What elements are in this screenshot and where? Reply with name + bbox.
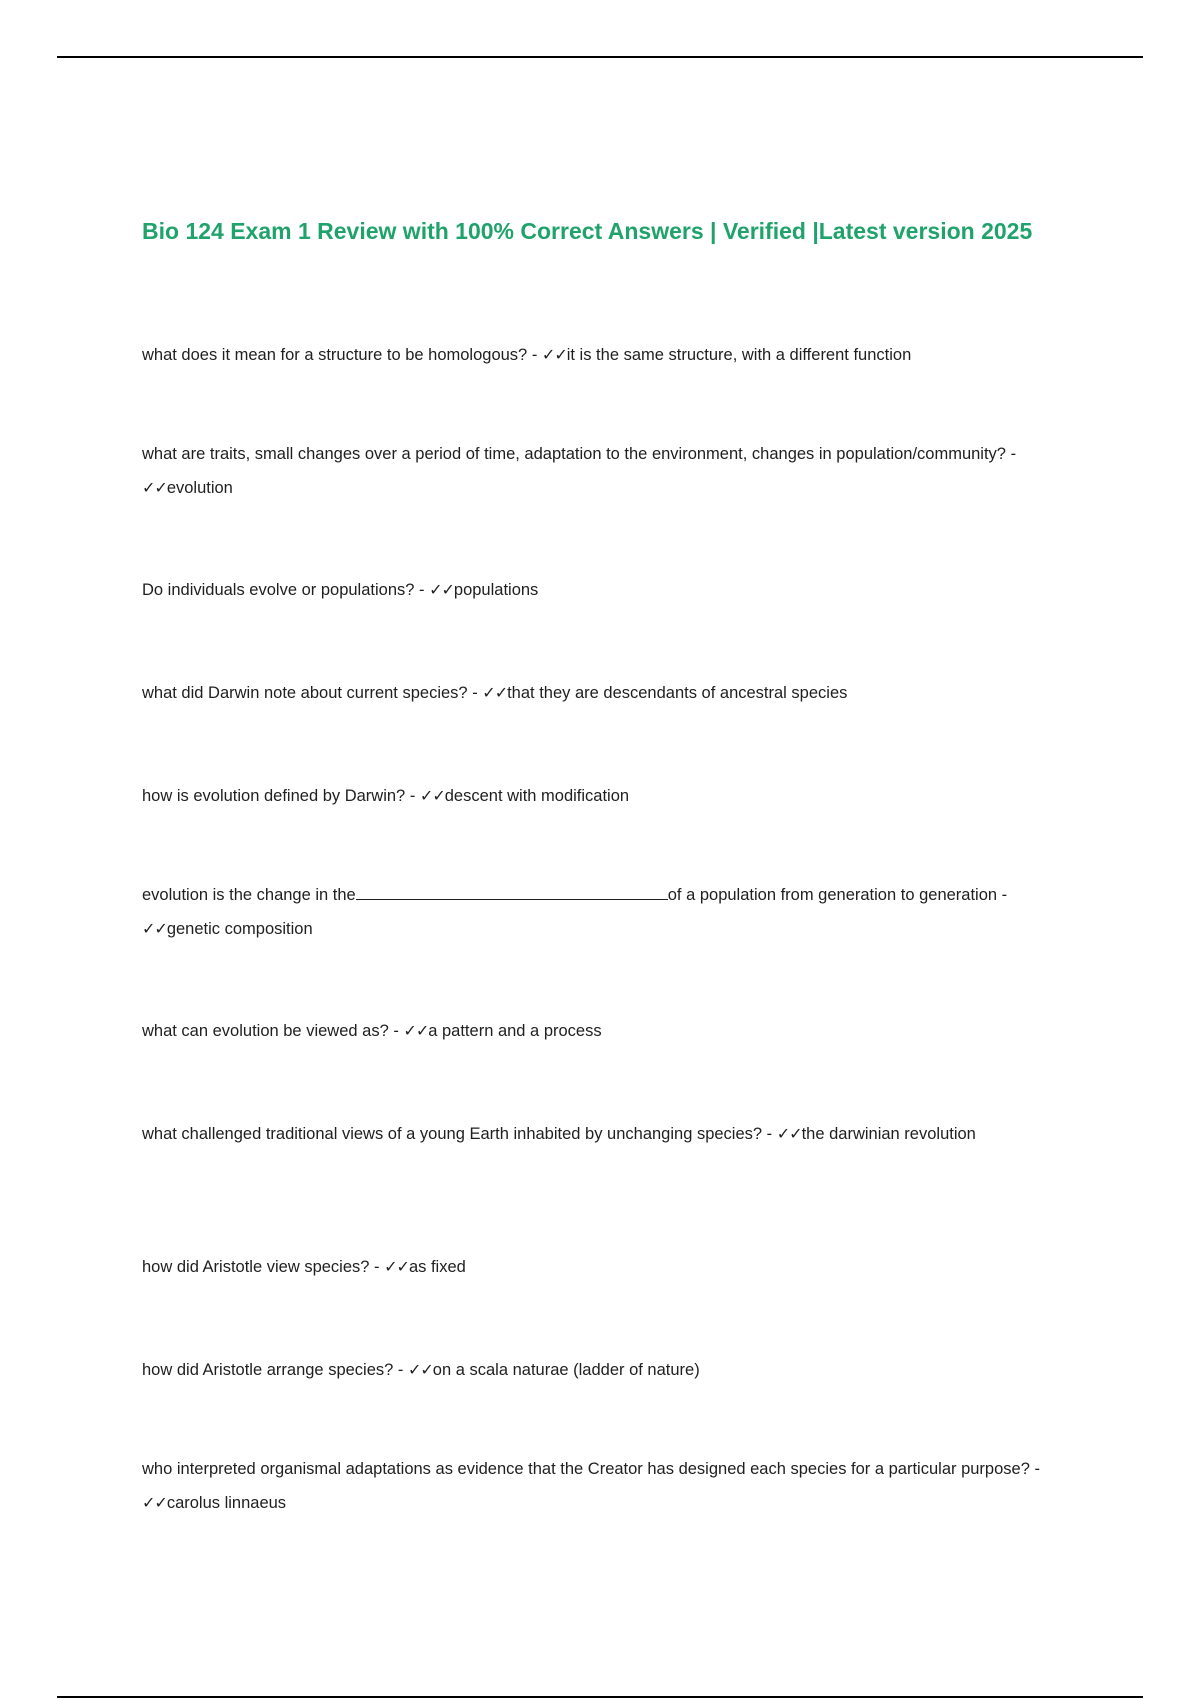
- answer-text: that they are descendants of ancestral species: [507, 684, 848, 702]
- double-check-icon: ✓✓: [776, 1124, 802, 1143]
- question-text-after-blank: of a population from generation to generation: [667, 886, 998, 904]
- double-check-icon: ✓✓: [407, 1360, 433, 1379]
- separator: -: [762, 1125, 777, 1143]
- double-check-icon: ✓✓: [384, 1257, 409, 1276]
- bottom-rule: [57, 1696, 1143, 1698]
- answer-text: descent with modification: [444, 787, 630, 805]
- separator: -: [1029, 1460, 1040, 1478]
- question-text: what can evolution be viewed as?: [142, 1022, 389, 1040]
- answer-text: evolution: [166, 479, 233, 497]
- question-text: what does it mean for a structure to be homologous?: [142, 346, 528, 364]
- qa-item: [142, 1453, 1062, 1520]
- answer-text: the darwinian revolution: [801, 1125, 976, 1143]
- document-title: Bio 124 Exam 1 Review with 100% Correct Answers | Verified |Latest version 2025: [142, 218, 1033, 244]
- question-text: Do individuals evolve or populations?: [142, 581, 415, 599]
- answer-text: a pattern and a process: [428, 1022, 602, 1040]
- question-text: who interpreted organismal adaptations as evidence that the Creator has designed each species for a particular purpose?: [142, 1460, 1030, 1478]
- qa-item: [142, 338, 1062, 372]
- qa-item: [142, 1250, 1062, 1284]
- answer-text: on a scala naturae (ladder of nature): [432, 1361, 700, 1379]
- question-text: what did Darwin note about current species?: [142, 684, 468, 702]
- double-check-icon: ✓✓: [541, 345, 567, 364]
- double-check-icon: ✓✓: [403, 1021, 429, 1040]
- answer-text: as fixed: [408, 1258, 466, 1276]
- qa-item: [142, 1117, 1062, 1151]
- top-rule: [57, 56, 1143, 58]
- separator: -: [1006, 445, 1017, 463]
- separator: -: [405, 787, 420, 805]
- separator: -: [467, 684, 483, 702]
- separator: -: [388, 1022, 404, 1040]
- answer-text: genetic composition: [166, 920, 313, 938]
- question-text-before-blank: evolution is the change in the: [142, 886, 356, 904]
- qa-item: [142, 573, 1062, 607]
- double-check-icon: ✓✓: [142, 1493, 167, 1512]
- double-check-icon: ✓✓: [482, 683, 508, 702]
- question-text: what challenged traditional views of a young Earth inhabited by unchanging species?: [142, 1125, 763, 1143]
- double-check-icon: ✓✓: [419, 786, 445, 805]
- qa-item: [142, 1014, 1062, 1048]
- double-check-icon: ✓✓: [142, 919, 167, 938]
- qa-item: [142, 879, 1062, 946]
- qa-item: [142, 438, 1062, 505]
- question-text: how did Aristotle view species?: [142, 1258, 370, 1276]
- separator: -: [393, 1361, 408, 1379]
- qa-item: [142, 676, 1062, 710]
- question-text: how did Aristotle arrange species?: [142, 1361, 394, 1379]
- qa-item: [142, 779, 1062, 813]
- separator: -: [527, 346, 542, 364]
- separator: -: [369, 1258, 385, 1276]
- answer-text: carolus linnaeus: [166, 1494, 287, 1512]
- double-check-icon: ✓✓: [429, 580, 454, 599]
- separator: -: [997, 886, 1008, 904]
- qa-item: [142, 1353, 1062, 1387]
- answer-text: it is the same structure, with a different function: [566, 346, 912, 364]
- double-check-icon: ✓✓: [142, 478, 167, 497]
- answer-text: populations: [453, 581, 539, 599]
- separator: -: [414, 581, 430, 599]
- question-text: what are traits, small changes over a period of time, adaptation to the environment, changes in population/community?: [142, 445, 1006, 463]
- question-text: how is evolution defined by Darwin?: [142, 787, 406, 805]
- fill-in-blank: [356, 881, 668, 900]
